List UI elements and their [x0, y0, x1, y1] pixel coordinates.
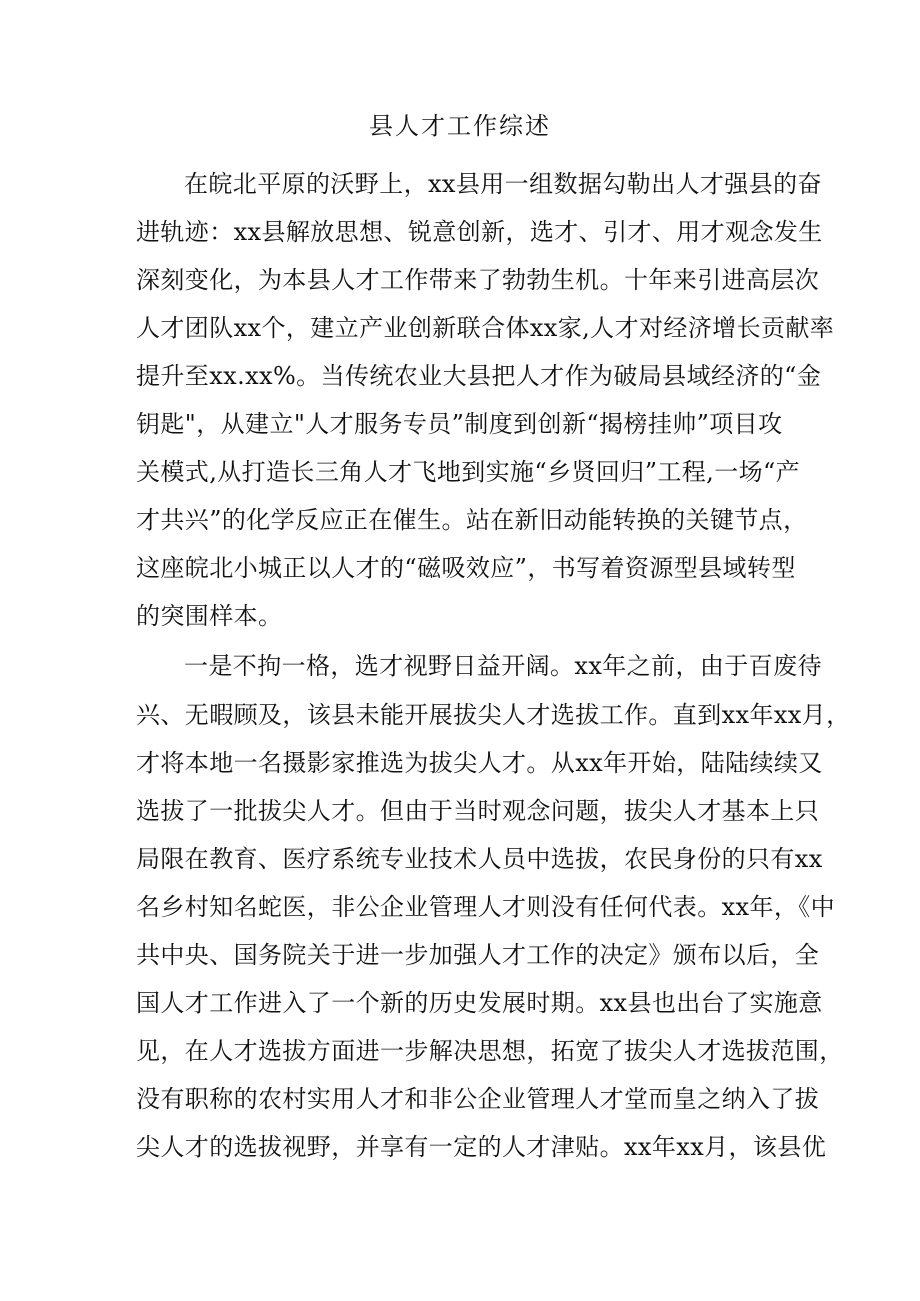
- paragraph-2-line-3: 才将本地一名摄影家推选为拔尖人才。从xx年开始，陆陆续续又: [136, 749, 823, 777]
- paragraph-2-line-1: 一是不拘一格，选才视野日益开阔。xx年之前，由于百废待: [184, 652, 822, 680]
- paragraph-1-line-1: 在皖北平原的沃野上，xx县用一组数据勾勒出人才强县的奋: [184, 170, 822, 198]
- paragraph-1-line-9: 这座皖北小城正以人才的“磁吸效应”，书写着资源型县域转型: [136, 554, 796, 582]
- paragraph-1-line-10: 的突围样本。: [136, 602, 283, 630]
- paragraph-1-line-8: 才共兴”的化学反应正在催生。站在新旧动能转换的关键节点，: [136, 506, 808, 534]
- paragraph-1-line-2: 进轨迹：xx县解放思想、锐意创新，选才、引才、用才观念发生: [136, 218, 823, 246]
- paragraph-1-line-6: 钥匙"，从建立"人才服务专员”制度到创新“揭榜挂帅”项目攻: [136, 410, 783, 438]
- paragraph-2-line-7: 共中央、国务院关于进一步加强人才工作的决定》颁布以后，全: [136, 941, 820, 969]
- paragraph-2-line-9: 见，在人才选拔方面进一步解决思想，拓宽了拔尖人才选拔范围，: [136, 1037, 844, 1065]
- paragraph-1-line-5: 提升至xx.xx%。当传统农业大县把人才作为破局县域经济的“金: [136, 362, 822, 390]
- document-title: 县人才工作综述: [369, 112, 551, 140]
- paragraph-2-line-6: 名乡村知名蛇医，非公企业管理人才则没有任何代表。xx年，《中: [136, 893, 836, 921]
- paragraph-1-line-7: 关模式,从打造长三角人才飞地到实施“乡贤回归”工程,一场“产: [136, 458, 801, 486]
- paragraph-2-line-11: 尖人才的选拔视野，并享有一定的人才津贴。xx年xx月，该县优: [136, 1133, 827, 1161]
- paragraph-2-line-2: 兴、无暇顾及，该县未能开展拔尖人才选拔工作。直到xx年xx月，: [136, 701, 851, 729]
- paragraph-2-line-10: 没有职称的农村实用人才和非公企业管理人才堂而皇之纳入了拔: [136, 1085, 820, 1113]
- paragraph-1-line-3: 深刻变化，为本县人才工作带来了勃勃生机。十年来引进高层次: [136, 266, 820, 294]
- paragraph-2-line-8: 国人才工作进入了一个新的历史发展时期。xx县也出台了实施意: [136, 989, 823, 1017]
- paragraph-2-line-5: 局限在教育、医疗系统专业技术人员中选拔，农民身份的只有xx: [136, 845, 823, 873]
- paragraph-2-line-4: 选拔了一批拔尖人才。但由于当时观念问题，拔尖人才基本上只: [136, 797, 820, 825]
- paragraph-1-line-4: 人才团队xx个，建立产业创新联合体xx家,人才对经济增长贡献率: [136, 314, 835, 342]
